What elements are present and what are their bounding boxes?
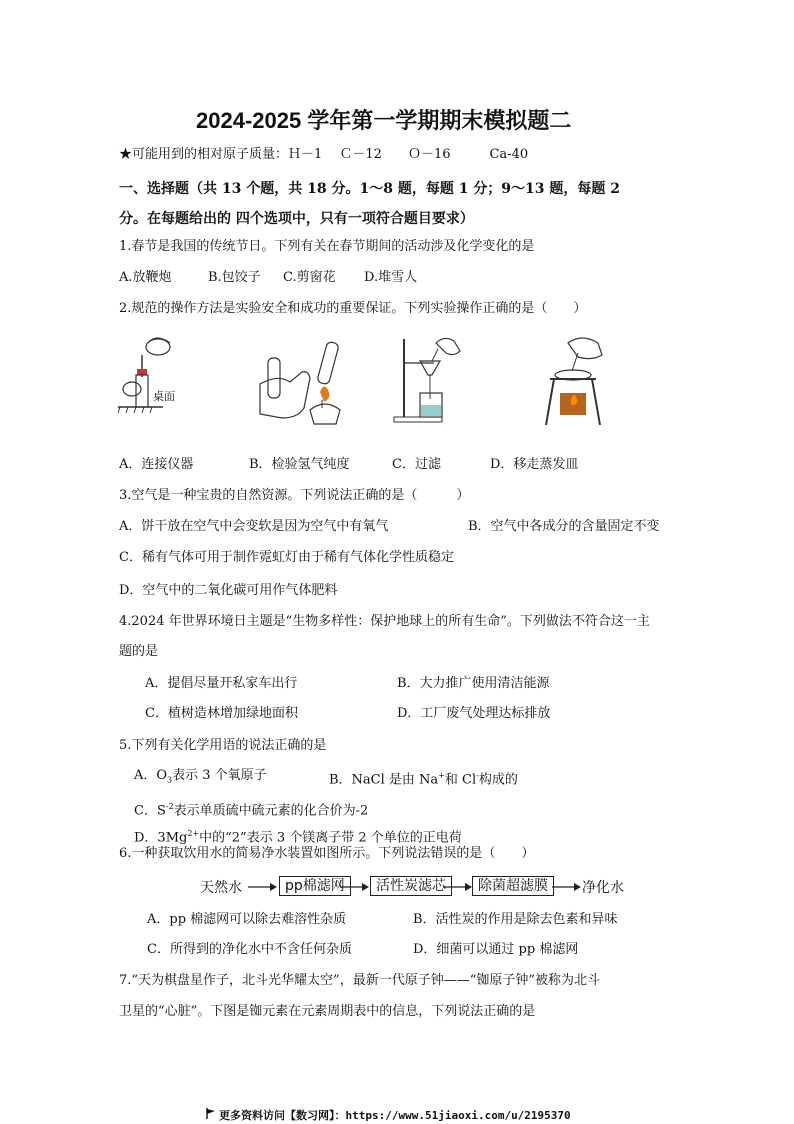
- q1-stem: 1.春节是我国的传统节日。下列有关在春节期间的活动涉及化学变化的是: [119, 239, 535, 254]
- footer-link[interactable]: 更多资料访问【数习网】：https://www.51jiaoxi.com/u/2195370: [219, 1109, 571, 1122]
- q2-option-a: A．连接仪器: [119, 457, 194, 472]
- q2-stem: 2.规范的操作方法是实验安全和成功的重要保证。下列实验操作正确的是（ ）: [119, 301, 587, 316]
- q6-option-c: C．所得到的净化水中不含任何杂质: [147, 942, 352, 957]
- flow-purified-water: 净化水: [582, 880, 624, 896]
- q5-option-b: B．NaCl 是由 Na+和 Cl-构成的: [329, 771, 518, 788]
- q7-stem-line1: 7.“天为棋盘星作子，北斗光华耀太空”，最新一代原子钟——“铷原子钟”被称为北斗: [119, 973, 600, 988]
- figure-test-hydrogen: [250, 340, 360, 430]
- page-title: 2024-2025 学年第一学期期末模拟题二: [196, 108, 572, 133]
- q5-option-c: C．$S^{-2}$表示单质硫中硫元素的化合价为-2: [134, 802, 369, 819]
- figure-connect-instruments: [118, 333, 188, 425]
- q3-option-d: D．空气中的二氧化碳可用作气体肥料: [119, 583, 338, 598]
- flow-ultrafilter: 除菌超滤膜: [472, 876, 554, 896]
- q4-stem-line1: 4.2024 年世界环境日主题是“生物多样性：保护地球上的所有生命”。下列做法不符合这一主: [119, 614, 650, 629]
- q6-option-d: D．细菌可以通过 pp 棉滤网: [413, 942, 579, 957]
- arrow-icon: [340, 880, 370, 894]
- flow-pp-filter: pp棉滤网: [279, 876, 351, 896]
- q1-option-d: D.堆雪人: [364, 270, 418, 285]
- q5-option-a: A．$O_3$表示 3 个氧原子: [134, 768, 267, 785]
- q2-option-d: D．移走蒸发皿: [490, 457, 579, 472]
- q1-option-a: A.放鞭炮: [119, 270, 172, 285]
- q1-option-b: B.包饺子: [208, 270, 261, 285]
- q4-option-b: B．大力推广使用清洁能源: [397, 676, 550, 691]
- arrow-icon: [552, 880, 582, 894]
- q3-option-c: C．稀有气体可用于制作霓虹灯由于稀有气体化学性质稳定: [119, 550, 454, 565]
- q4-option-d: D．工厂废气处理达标排放: [397, 706, 551, 721]
- q3-option-b: B．空气中各成分的含量固定不变: [468, 519, 660, 534]
- q4-stem-line2: 题的是: [119, 644, 159, 659]
- q2-option-b: B．检验氢气纯度: [249, 457, 350, 472]
- desk-label: 桌面: [153, 390, 175, 403]
- q7-stem-line2: 卫星的“心脏”。下图是铷元素在元素周期表中的信息，下列说法正确的是: [119, 1004, 536, 1019]
- q3-stem: 3.空气是一种宝贵的自然资源。下列说法正确的是（ ）: [119, 488, 470, 503]
- flow-natural-water: 天然水: [200, 880, 242, 896]
- flag-icon: [206, 1108, 216, 1119]
- q6-option-a: A．pp 棉滤网可以除去难溶性杂质: [147, 912, 347, 927]
- section-heading-line2: 分。在每题给出的 四个选项中，只有一项符合题目要求）: [119, 211, 474, 227]
- q1-option-c: C.剪窗花: [283, 270, 336, 285]
- q6-stem: 6.一种获取饮用水的简易净水装置如图所示。下列说法错误的是（ ）: [119, 846, 535, 861]
- q4-option-a: A．提倡尽量开私家车出行: [145, 676, 298, 691]
- flow-carbon-filter: 活性炭滤芯: [370, 876, 452, 896]
- q3-option-a: A．饼干放在空气中会变软是因为空气中有氧气: [119, 519, 389, 534]
- q5-stem: 5.下列有关化学用语的说法正确的是: [119, 738, 327, 753]
- q2-option-c: C．过滤: [392, 457, 441, 472]
- q4-option-c: C．植树造林增加绿地面积: [145, 706, 298, 721]
- q6-option-b: B．活性炭的作用是除去色素和异味: [413, 912, 618, 927]
- section-heading-line1: 一、选择题（共 13 个题，共 18 分。1～8 题，每题 1 分；9～13 题，每题 2: [119, 181, 621, 197]
- figure-move-dish: [538, 335, 608, 430]
- arrow-icon: [443, 880, 473, 894]
- q5-option-d: D．$3Mg^{2+}$中的“2”表示 3 个镁离子带 2 个单位的正电荷: [134, 829, 462, 846]
- arrow-icon: [248, 880, 278, 894]
- atomic-mass-note: ★可能用到的相对原子质量：Ｈ－1 Ｃ－12 Ｏ－16 Ca-40: [119, 147, 529, 162]
- figure-filtration: [392, 335, 472, 425]
